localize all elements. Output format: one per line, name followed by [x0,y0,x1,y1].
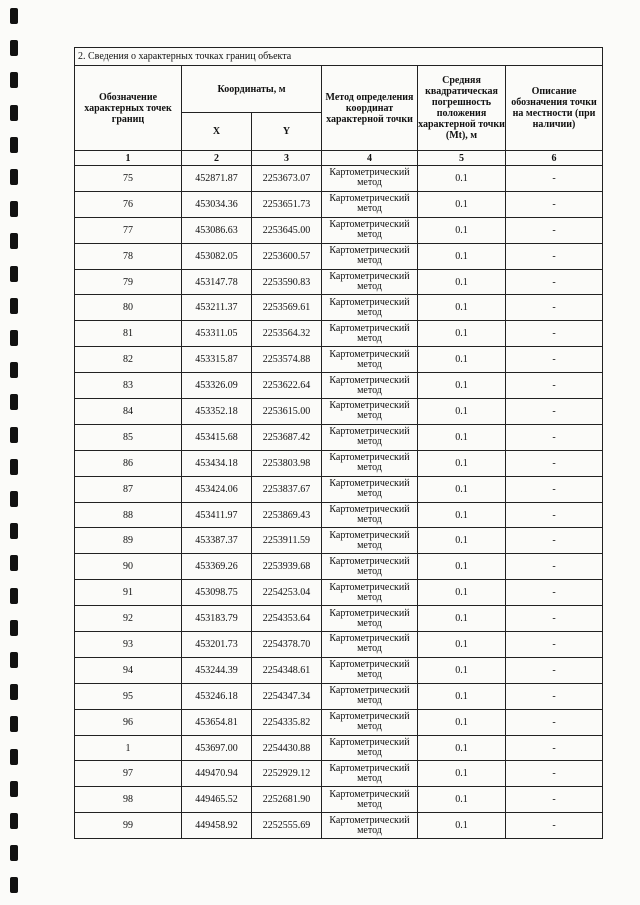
error-cell: 0.1 [418,373,506,399]
y-cell: 2254335.82 [252,709,322,735]
header-method: Метод определения координат характерной точки [322,66,418,151]
x-cell: 453415.68 [182,424,252,450]
binder-hole [10,169,18,185]
table-row [75,787,603,813]
description-cell: - [506,606,603,632]
point-cell: 1 [75,735,182,761]
description-cell: - [506,399,603,425]
description-cell: - [506,450,603,476]
binder-hole [10,72,18,88]
description-cell: - [506,528,603,554]
binder-hole [10,298,18,314]
binder-hole [10,845,18,861]
description-cell: - [506,502,603,528]
binder-hole [10,266,18,282]
y-cell: 2254253.04 [252,580,322,606]
y-cell: 2253590.83 [252,269,322,295]
description-cell: - [506,476,603,502]
y-cell: 2254353.64 [252,606,322,632]
point-cell: 80 [75,295,182,321]
method-cell: Картометрический метод [322,476,418,502]
binder-hole [10,877,18,893]
point-cell: 94 [75,657,182,683]
x-cell: 449465.52 [182,787,252,813]
x-cell: 453387.37 [182,528,252,554]
table-row [75,606,603,632]
description-cell: - [506,761,603,787]
y-cell: 2252929.12 [252,761,322,787]
point-cell: 83 [75,373,182,399]
y-cell: 2253869.43 [252,502,322,528]
description-cell: - [506,295,603,321]
binder-hole [10,362,18,378]
description-cell: - [506,166,603,192]
method-cell: Картометрический метод [322,373,418,399]
table-row [75,191,603,217]
error-cell: 0.1 [418,502,506,528]
x-cell: 453326.09 [182,373,252,399]
error-cell: 0.1 [418,347,506,373]
table-row [75,657,603,683]
error-cell: 0.1 [418,450,506,476]
description-cell: - [506,243,603,269]
error-cell: 0.1 [418,528,506,554]
binder-hole [10,459,18,475]
description-cell: - [506,269,603,295]
column-number: 4 [322,151,418,166]
error-cell: 0.1 [418,554,506,580]
table-row [75,166,603,192]
error-cell: 0.1 [418,813,506,839]
error-cell: 0.1 [418,321,506,347]
y-cell: 2252681.90 [252,787,322,813]
y-cell: 2253803.98 [252,450,322,476]
description-cell: - [506,709,603,735]
x-cell: 453147.78 [182,269,252,295]
y-cell: 2253622.64 [252,373,322,399]
x-cell: 449470.94 [182,761,252,787]
x-cell: 453369.26 [182,554,252,580]
x-cell: 453201.73 [182,632,252,658]
point-cell: 82 [75,347,182,373]
point-cell: 88 [75,502,182,528]
error-cell: 0.1 [418,683,506,709]
y-cell: 2253911.59 [252,528,322,554]
y-cell: 2252555.69 [252,813,322,839]
binder-hole [10,137,18,153]
table-row [75,399,603,425]
binder-hole [10,652,18,668]
point-cell: 92 [75,606,182,632]
description-cell: - [506,735,603,761]
column-number: 6 [506,151,603,166]
x-cell: 453424.06 [182,476,252,502]
binder-holes [10,0,20,905]
x-cell: 453211.37 [182,295,252,321]
table-row [75,217,603,243]
table-row [75,632,603,658]
column-number: 3 [252,151,322,166]
method-cell: Картометрический метод [322,761,418,787]
table-row [75,373,603,399]
method-cell: Картометрический метод [322,787,418,813]
description-cell: - [506,657,603,683]
column-numbers-row [75,151,603,166]
binder-hole [10,330,18,346]
x-cell: 453697.00 [182,735,252,761]
header-y: Y [252,113,322,151]
description-cell: - [506,347,603,373]
method-cell: Картометрический метод [322,269,418,295]
method-cell: Картометрический метод [322,399,418,425]
table-row [75,683,603,709]
binder-hole [10,523,18,539]
x-cell: 453311.05 [182,321,252,347]
error-cell: 0.1 [418,709,506,735]
table-row [75,502,603,528]
method-cell: Картометрический метод [322,554,418,580]
point-cell: 89 [75,528,182,554]
binder-hole [10,588,18,604]
method-cell: Картометрический метод [322,191,418,217]
binder-hole [10,105,18,121]
x-cell: 453411.97 [182,502,252,528]
description-cell: - [506,424,603,450]
x-cell: 453434.18 [182,450,252,476]
description-cell: - [506,813,603,839]
description-cell: - [506,321,603,347]
error-cell: 0.1 [418,166,506,192]
error-cell: 0.1 [418,632,506,658]
method-cell: Картометрический метод [322,735,418,761]
point-cell: 86 [75,450,182,476]
error-cell: 0.1 [418,424,506,450]
table-row [75,295,603,321]
description-cell: - [506,554,603,580]
method-cell: Картометрический метод [322,347,418,373]
point-cell: 99 [75,813,182,839]
description-cell: - [506,373,603,399]
y-cell: 2253651.73 [252,191,322,217]
error-cell: 0.1 [418,580,506,606]
point-cell: 85 [75,424,182,450]
error-cell: 0.1 [418,606,506,632]
error-cell: 0.1 [418,243,506,269]
binder-hole [10,684,18,700]
point-cell: 91 [75,580,182,606]
error-cell: 0.1 [418,735,506,761]
error-cell: 0.1 [418,761,506,787]
error-cell: 0.1 [418,476,506,502]
x-cell: 449458.92 [182,813,252,839]
table-row [75,761,603,787]
x-cell: 453183.79 [182,606,252,632]
header-description: Описание обозначения точки на местности (при наличии) [506,66,603,151]
binder-hole [10,491,18,507]
table-row [75,709,603,735]
y-cell: 2253615.00 [252,399,322,425]
table-row [75,580,603,606]
description-cell: - [506,217,603,243]
section-title: 2. Сведения о характерных точках границ объекта [75,48,603,66]
y-cell: 2253939.68 [252,554,322,580]
description-cell: - [506,580,603,606]
y-cell: 2253564.32 [252,321,322,347]
x-cell: 453654.81 [182,709,252,735]
point-cell: 79 [75,269,182,295]
header-coordinates: Координаты, м [182,66,322,113]
table-row [75,424,603,450]
error-cell: 0.1 [418,657,506,683]
point-cell: 84 [75,399,182,425]
table-row [75,321,603,347]
binder-hole [10,781,18,797]
x-cell: 453246.18 [182,683,252,709]
error-cell: 0.1 [418,399,506,425]
x-cell: 453315.87 [182,347,252,373]
document-sheet [74,47,602,839]
method-cell: Картометрический метод [322,424,418,450]
point-cell: 95 [75,683,182,709]
method-cell: Картометрический метод [322,321,418,347]
method-cell: Картометрический метод [322,217,418,243]
binder-hole [10,620,18,636]
method-cell: Картометрический метод [322,243,418,269]
method-cell: Картометрический метод [322,450,418,476]
point-cell: 97 [75,761,182,787]
x-cell: 453098.75 [182,580,252,606]
error-cell: 0.1 [418,269,506,295]
method-cell: Картометрический метод [322,709,418,735]
binder-hole [10,40,18,56]
x-cell: 453086.63 [182,217,252,243]
method-cell: Картометрический метод [322,606,418,632]
description-cell: - [506,191,603,217]
table-row [75,476,603,502]
point-cell: 75 [75,166,182,192]
point-cell: 90 [75,554,182,580]
point-cell: 98 [75,787,182,813]
description-cell: - [506,683,603,709]
y-cell: 2253569.61 [252,295,322,321]
method-cell: Картометрический метод [322,683,418,709]
point-cell: 93 [75,632,182,658]
error-cell: 0.1 [418,191,506,217]
error-cell: 0.1 [418,787,506,813]
column-number: 5 [418,151,506,166]
table-row [75,813,603,839]
y-cell: 2254348.61 [252,657,322,683]
method-cell: Картометрический метод [322,502,418,528]
x-cell: 453352.18 [182,399,252,425]
point-cell: 96 [75,709,182,735]
point-cell: 87 [75,476,182,502]
y-cell: 2253687.42 [252,424,322,450]
binder-hole [10,394,18,410]
table-row [75,347,603,373]
method-cell: Картометрический метод [322,657,418,683]
binder-hole [10,233,18,249]
y-cell: 2253837.67 [252,476,322,502]
header-x: X [182,113,252,151]
y-cell: 2254347.34 [252,683,322,709]
y-cell: 2253645.00 [252,217,322,243]
table-row [75,528,603,554]
method-cell: Картометрический метод [322,528,418,554]
binder-hole [10,716,18,732]
table-row [75,269,603,295]
method-cell: Картометрический метод [322,166,418,192]
x-cell: 453244.39 [182,657,252,683]
header-point: Обозначение характерных точек границ [75,66,182,151]
binder-hole [10,427,18,443]
y-cell: 2253673.07 [252,166,322,192]
header-error: Средняя квадратическая погрешность положения характерной точки (Mt), м [418,66,506,151]
error-cell: 0.1 [418,295,506,321]
y-cell: 2253600.57 [252,243,322,269]
binder-hole [10,8,18,24]
method-cell: Картометрический метод [322,295,418,321]
method-cell: Картометрический метод [322,580,418,606]
binder-hole [10,749,18,765]
method-cell: Картометрический метод [322,813,418,839]
table-row [75,735,603,761]
table-row [75,243,603,269]
point-cell: 77 [75,217,182,243]
table-row [75,554,603,580]
column-number: 1 [75,151,182,166]
point-cell: 81 [75,321,182,347]
point-cell: 78 [75,243,182,269]
binder-hole [10,555,18,571]
binder-hole [10,201,18,217]
point-cell: 76 [75,191,182,217]
y-cell: 2254378.70 [252,632,322,658]
x-cell: 453034.36 [182,191,252,217]
error-cell: 0.1 [418,217,506,243]
method-cell: Картометрический метод [322,632,418,658]
boundary-points-table [74,47,603,839]
table-row [75,450,603,476]
y-cell: 2253574.88 [252,347,322,373]
y-cell: 2254430.88 [252,735,322,761]
x-cell: 453082.05 [182,243,252,269]
binder-hole [10,813,18,829]
description-cell: - [506,632,603,658]
x-cell: 452871.87 [182,166,252,192]
column-number: 2 [182,151,252,166]
description-cell: - [506,787,603,813]
